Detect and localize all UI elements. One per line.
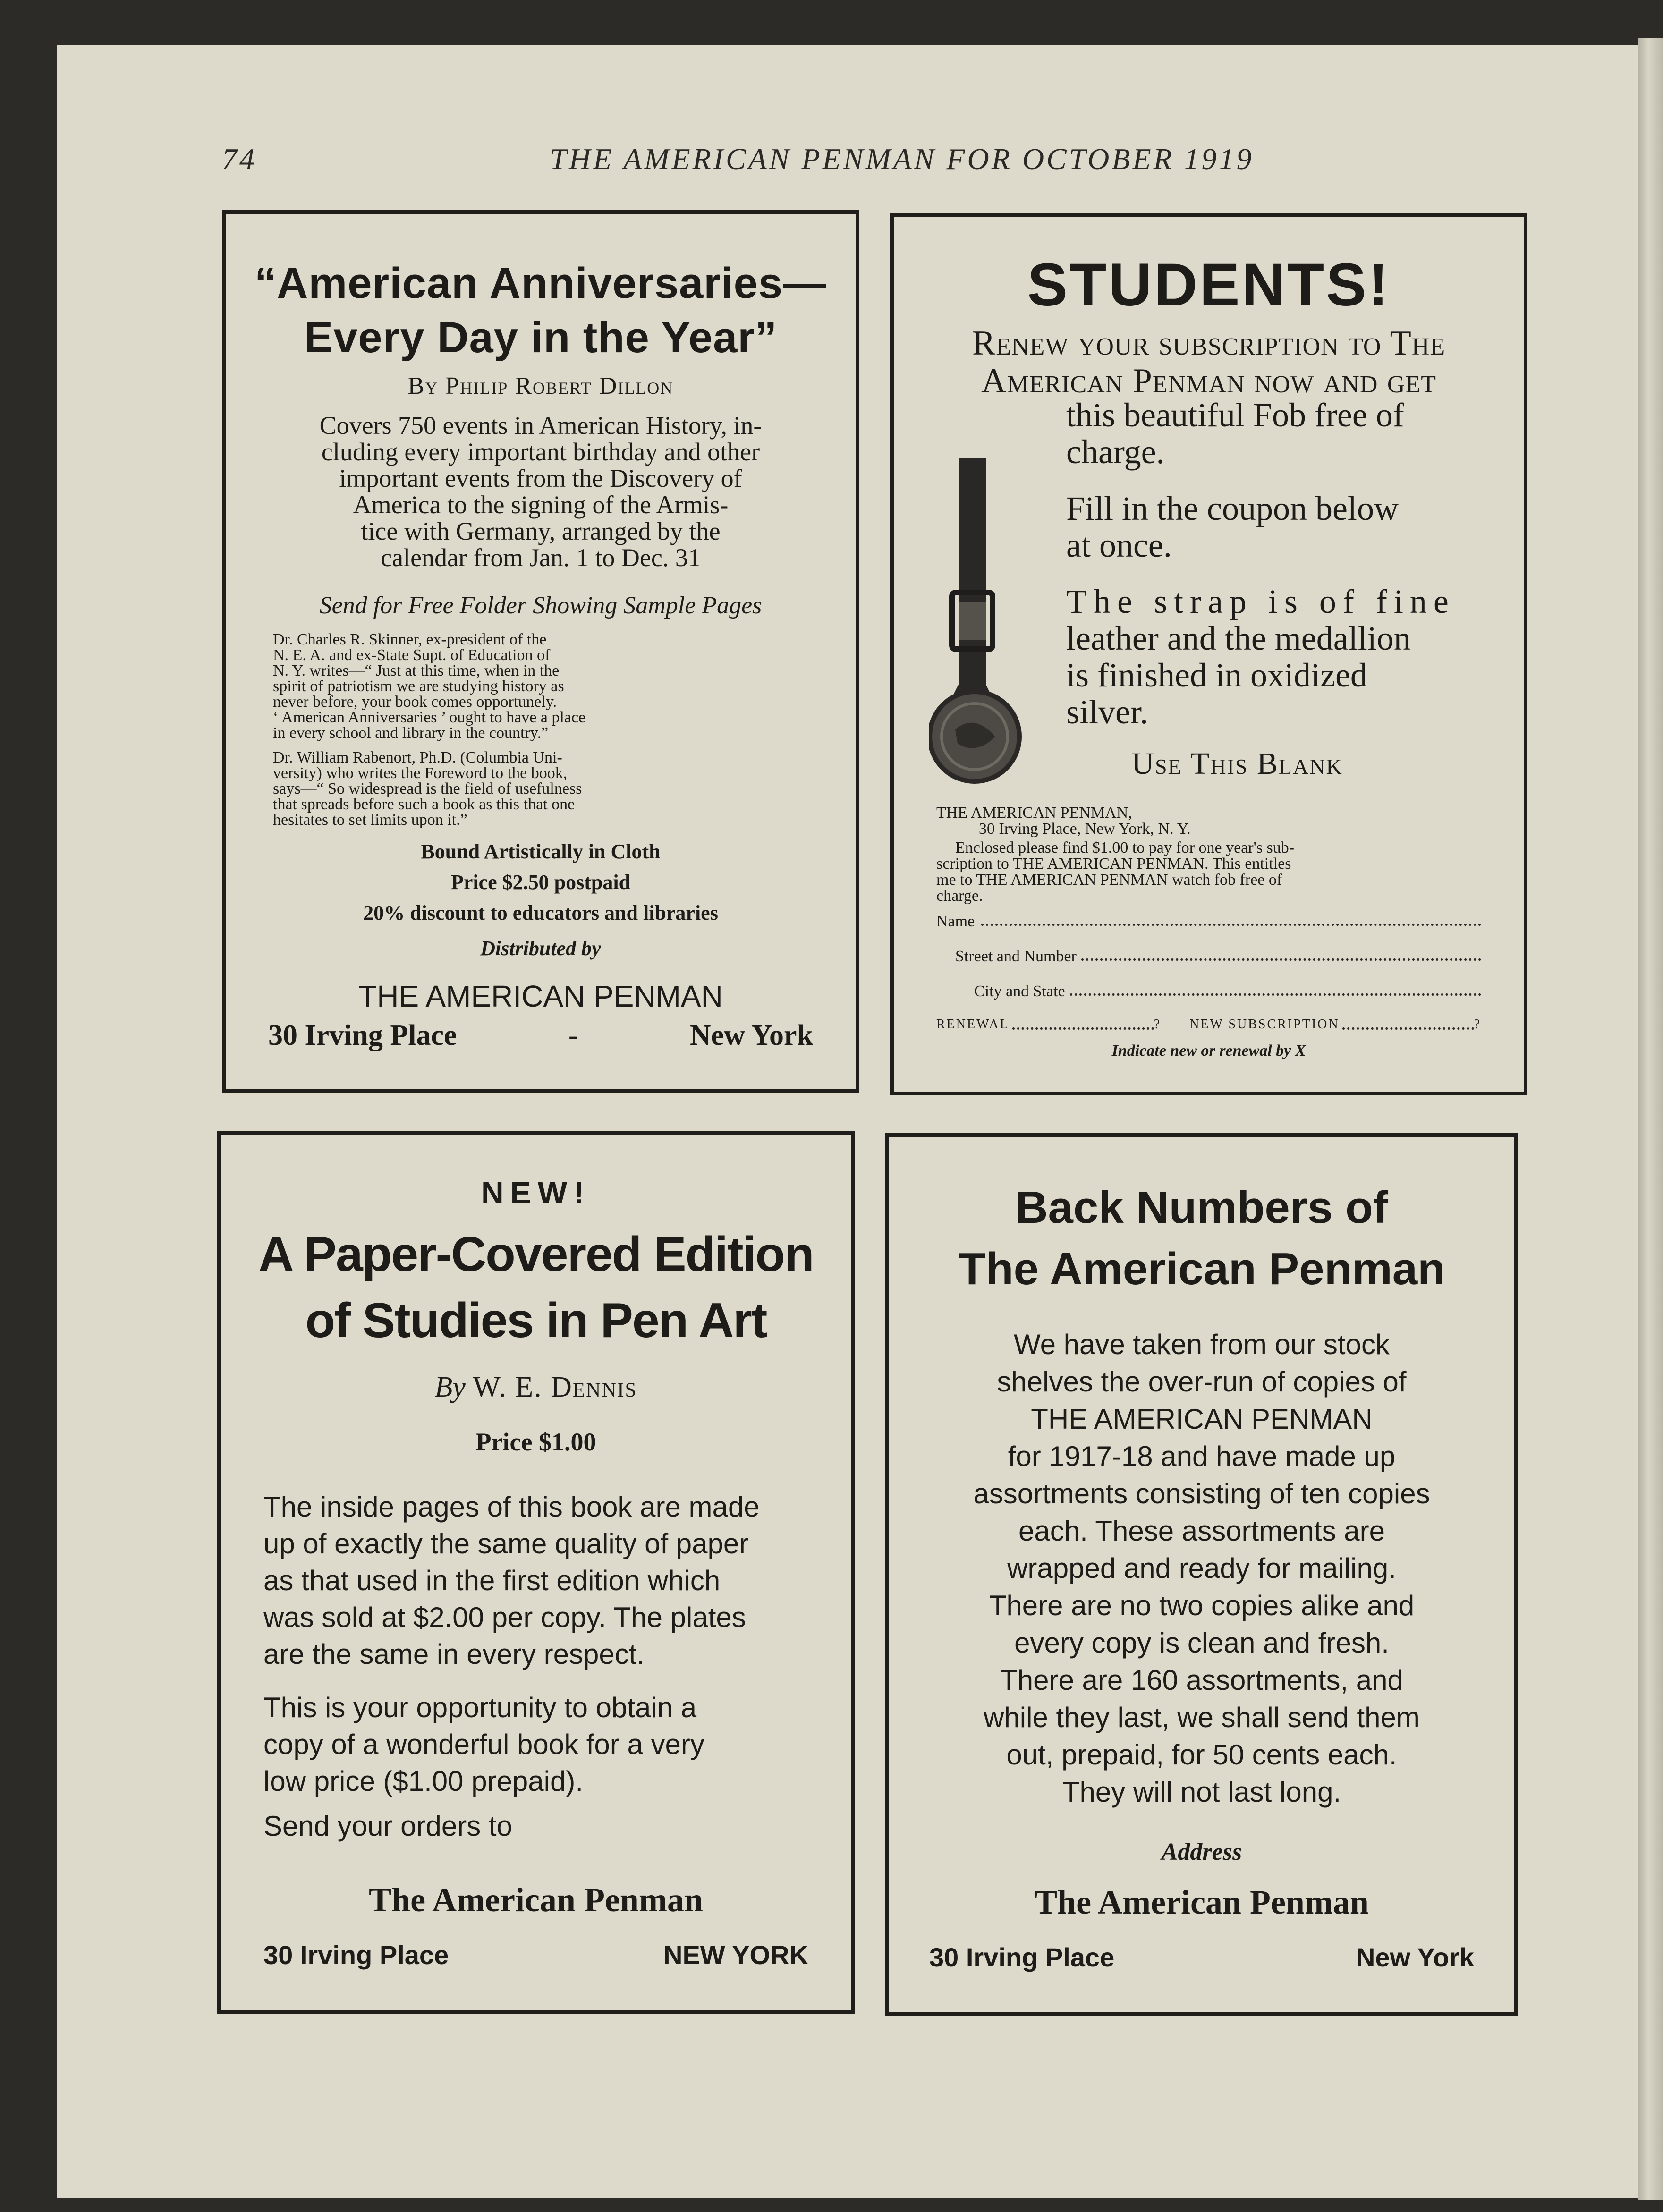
para-line: as that used in the first edition which (263, 1565, 721, 1596)
subscription-coupon (936, 805, 1481, 1059)
coupon-enclosed (936, 840, 1481, 904)
ad-paper-covered-edition (217, 1131, 855, 2014)
fill-coupon-text (1066, 490, 1481, 564)
body-line: calendar from Jan. 1 to Dec. 31 (381, 543, 701, 572)
address-city: NEW YORK (663, 1940, 808, 1970)
quote-line: hesitates to set limits upon it.” (273, 811, 467, 829)
para-line: up of exactly the same quality of paper (263, 1528, 749, 1559)
publisher-name: The American Penman (1035, 1883, 1369, 1921)
body-line: cluding every important birthday and other (321, 438, 760, 466)
ad-author: By Philip Robert Dillon (407, 373, 674, 399)
address-street: 30 Irving Place (263, 1940, 449, 1970)
street-label: Street and Number (955, 948, 1077, 965)
ad-title: The American Penman (958, 1244, 1445, 1294)
fob-text (1066, 397, 1481, 470)
fill-line: at once. (1066, 526, 1172, 564)
coupon-line: me to THE AMERICAN PENMAN watch fob free of (936, 871, 1282, 889)
body-line: There are 160 assortments, and (1000, 1664, 1403, 1696)
publisher-address (263, 1940, 808, 1970)
quote-line: versity) who writes the Foreword to the book, (273, 764, 568, 782)
intro-line: Renew your subscription to The (972, 324, 1446, 363)
quote-line: N. Y. writes—“ Just at this time, when in the (273, 662, 560, 679)
new-subscription-label: NEW SUBSCRIPTION (1189, 1017, 1340, 1032)
coupon-line: scription to THE AMERICAN PENMAN. This entitles (936, 855, 1291, 873)
quote-line: never before, your book comes opportunely. (273, 693, 557, 711)
ad-body (936, 1326, 1467, 1811)
coupon-name-row[interactable] (936, 914, 1481, 930)
fill-line: Fill in the coupon below (1066, 490, 1399, 527)
binding: Bound Artistically in Cloth (421, 840, 661, 863)
quote-line: says—“ So widespread is the field of usefulness (273, 780, 582, 797)
city-label: City and State (974, 983, 1065, 1000)
ad-author-line (221, 1371, 851, 1404)
renewal-mark: ? (1154, 1017, 1162, 1032)
body-line: We have taken from our stock (1014, 1329, 1390, 1360)
body-line: THE AMERICAN PENMAN (1031, 1403, 1373, 1435)
ad-body (263, 412, 818, 571)
body-line: for 1917-18 and have made up (1008, 1441, 1396, 1472)
new-subscription-blank[interactable] (1342, 1017, 1474, 1030)
address-city: New York (1356, 1942, 1474, 1972)
fob-line: this beautiful Fob free of (1066, 396, 1404, 434)
coupon-addressee: THE AMERICAN PENMAN, (936, 804, 1132, 822)
address-street: 30 Irving Place (268, 1019, 457, 1051)
address-street: 30 Irving Place (929, 1942, 1115, 1972)
strap-line: The strap is of fine (1066, 583, 1455, 620)
ad-paragraph (263, 1489, 808, 1673)
ad-back-numbers (885, 1133, 1518, 2016)
name-blank[interactable] (981, 914, 1481, 926)
body-line: each. These assortments are (1018, 1515, 1385, 1547)
coupon-street-row[interactable] (936, 949, 1481, 965)
renewal-blank[interactable] (1012, 1017, 1154, 1030)
body-line: out, prepaid, for 50 cents each. (1006, 1739, 1397, 1771)
price: Price $2.50 postpaid (450, 871, 631, 894)
para-line: copy of a wonderful book for a very (263, 1729, 704, 1760)
send-for-folder: Send for Free Folder Showing Sample Pages (319, 592, 762, 619)
coupon-line: Enclosed please find $1.00 to pay for one year's sub- (955, 839, 1295, 856)
strap-line: leather and the medallion (1066, 619, 1411, 657)
quote-line: spirit of patriotism we are studying history as (273, 678, 564, 695)
distributed-by: Distributed by (480, 937, 601, 960)
intro-line: American Penman now and get (981, 362, 1436, 400)
body-line: tice with Germany, arranged by the (361, 517, 721, 545)
running-title: THE AMERICAN PENMAN FOR OCTOBER 1919 (550, 142, 1254, 176)
send-orders: Send your orders to (263, 1810, 512, 1842)
street-blank[interactable] (1081, 949, 1481, 961)
ad-american-anniversaries (222, 210, 859, 1093)
body-line: Covers 750 events in American History, in- (319, 411, 762, 440)
page-number: 74 (222, 142, 257, 176)
body-line: shelves the over-run of copies of (997, 1366, 1407, 1398)
strap-line: is finished in oxidized (1066, 656, 1367, 694)
quote-line: that spreads before such a book as this that one (273, 796, 575, 813)
publisher-address (929, 1942, 1474, 1973)
body-line: every copy is clean and fresh. (1014, 1627, 1389, 1659)
city-blank[interactable] (1070, 983, 1481, 996)
strap-text (1066, 583, 1481, 730)
quote-line: ‘ American Anniversaries ’ ought to have a place (273, 709, 586, 726)
quote-line: N. E. A. and ex-State Supt. of Education of (273, 646, 551, 664)
price: Price $1.00 (475, 1428, 596, 1456)
by-label: By (434, 1371, 466, 1403)
body-line: assortments consisting of ten copies (973, 1478, 1430, 1509)
ad-title: STUDENTS! (1027, 251, 1391, 319)
ad-title: Back Numbers of (1015, 1182, 1388, 1233)
para-line: This is your opportunity to obtain a (263, 1692, 697, 1723)
coupon-instruction: Indicate new or renewal by X (1111, 1042, 1306, 1059)
address-label: Address (1161, 1839, 1242, 1865)
ad-students (890, 213, 1527, 1095)
new-label: NEW! (481, 1175, 591, 1210)
fob-line: charge. (1066, 433, 1165, 471)
publisher-name: The American Penman (369, 1881, 703, 1919)
body-line: wrapped and ready for mailing. (1007, 1552, 1396, 1584)
testimonial-rabenort (273, 750, 808, 828)
renewal-label: RENEWAL (936, 1017, 1010, 1032)
new-subscription-mark: ? (1474, 1017, 1481, 1032)
strap-line: silver. (1066, 693, 1148, 731)
ad-title: A Paper-Covered Edition (258, 1227, 814, 1282)
address-city: New York (689, 1019, 813, 1051)
ad-title: Every Day in the Year” (304, 314, 778, 362)
para-line: The inside pages of this book are made (263, 1491, 760, 1523)
quote-line: in every school and library in the country.” (273, 724, 549, 742)
ad-title: “American Anniversaries— (254, 259, 827, 307)
coupon-type-row (936, 1017, 1481, 1033)
body-line: America to the signing of the Armis- (353, 491, 729, 519)
body-line: important events from the Discovery of (339, 464, 742, 492)
para-line: low price ($1.00 prepaid). (263, 1765, 584, 1797)
coupon-city-row[interactable] (936, 983, 1481, 1000)
quote-line: Dr. William Rabenort, Ph.D. (Columbia Uni- (273, 749, 562, 766)
testimonial-skinner (273, 632, 808, 741)
page-edge (1638, 38, 1663, 2200)
quote-line: Dr. Charles R. Skinner, ex-president of the (273, 631, 547, 648)
body-line: There are no two copies alike and (989, 1590, 1415, 1621)
watch-fob-illustration (929, 458, 1024, 788)
ad-paragraph (263, 1689, 808, 1800)
discount: 20% discount to educators and libraries (363, 901, 718, 924)
name-label: Name (936, 913, 975, 930)
ad-author: W. E. Dennis (473, 1371, 637, 1403)
use-this-blank: Use This Blank (1131, 746, 1343, 781)
ad-title: of Studies in Pen Art (305, 1293, 767, 1348)
body-line: while they last, we shall send them (984, 1702, 1420, 1733)
address-dash: - (568, 1019, 578, 1051)
coupon-address: 30 Irving Place, New York, N. Y. (979, 820, 1191, 838)
coupon-line: charge. (936, 887, 983, 905)
publisher-name: THE AMERICAN PENMAN (358, 979, 723, 1013)
para-line: was sold at $2.00 per copy. The plates (263, 1602, 746, 1633)
para-line: are the same in every respect. (263, 1638, 645, 1670)
publisher-address (268, 1019, 813, 1052)
body-line: They will not last long. (1062, 1776, 1341, 1808)
